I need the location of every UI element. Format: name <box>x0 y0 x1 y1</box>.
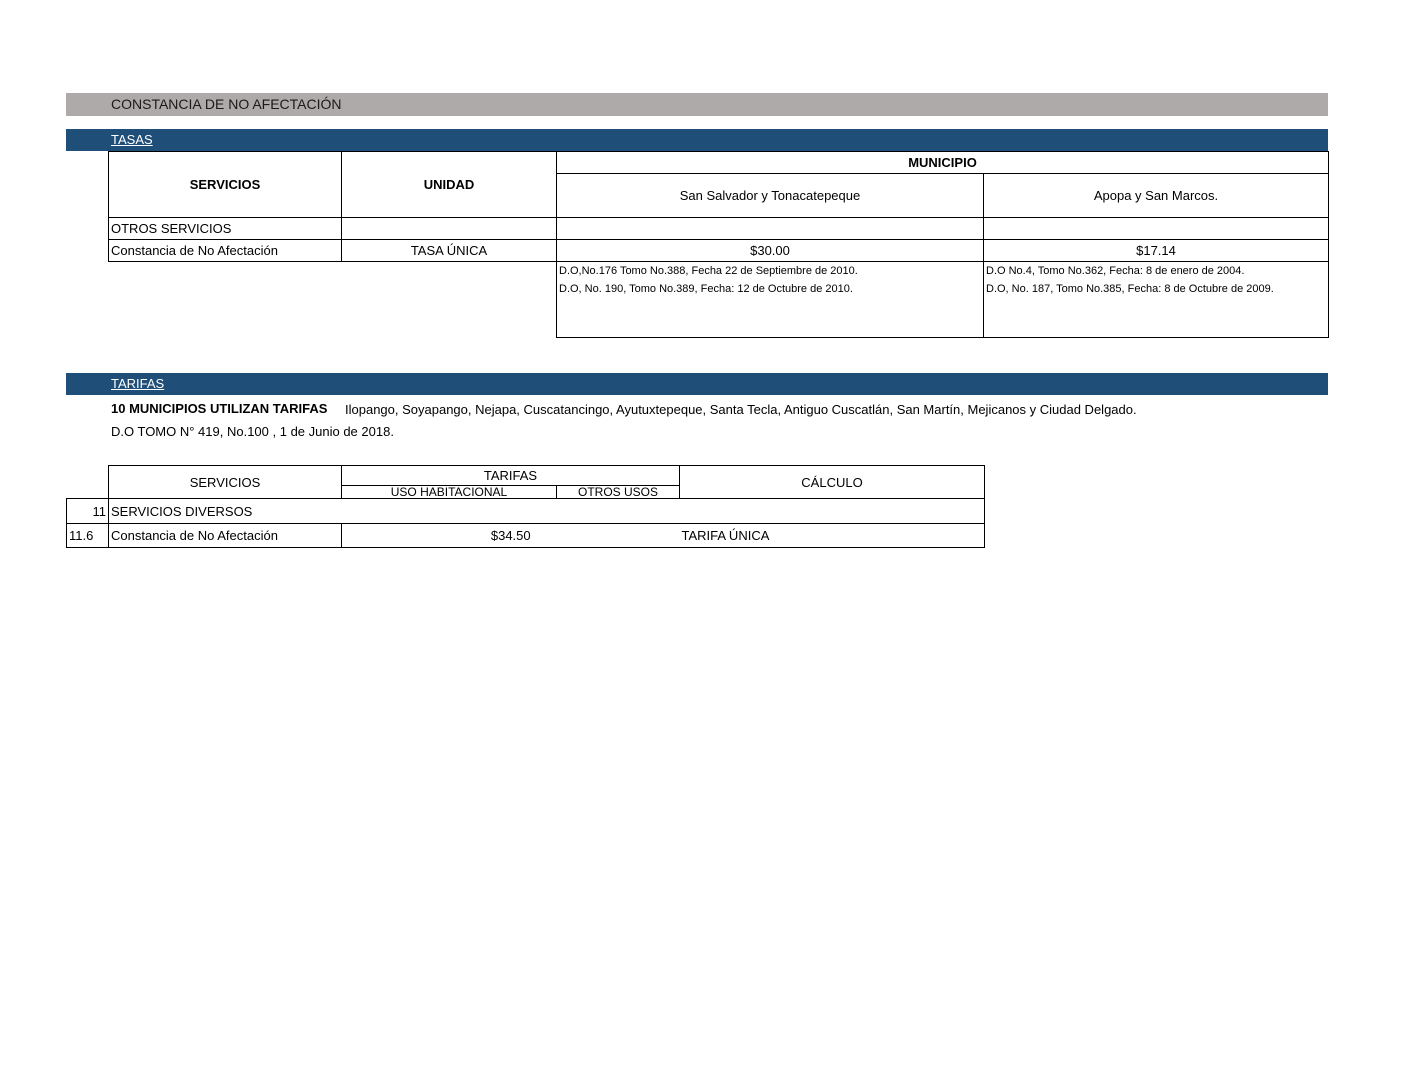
tarifas-row-1-number: 11 <box>67 499 109 524</box>
tarifas-municipios-title: 10 MUNICIPIOS UTILIZAN TARIFAS <box>111 401 328 416</box>
tasas-reference-1 <box>557 262 984 338</box>
tarifas-header-servicios: SERVICIOS <box>109 466 342 499</box>
tasas-cell-empty <box>557 218 984 240</box>
tarifas-municipios-list: Ilopango, Soyapango, Nejapa, Cuscatancingo, Ayutuxtepeque, Santa Tecla, Antiguo Cuscatlán, San Martín, Mejicanos y Ciudad Delgado. <box>345 402 1137 417</box>
tarifas-row-2-label: Constancia de No Afectación <box>109 524 342 548</box>
tasas-header-municipio: MUNICIPIO <box>557 152 1329 174</box>
page-title: CONSTANCIA DE NO AFECTACIÓN <box>111 96 342 112</box>
tarifas-header-uso-habitacional: USO HABITACIONAL <box>342 486 557 499</box>
tarifas-header-tarifas: TARIFAS <box>342 466 680 486</box>
tarifas-header-blank <box>67 466 109 486</box>
tasas-row-constancia: Constancia de No Afectación <box>109 240 342 262</box>
tasas-reference-1-line-1: D.O,No.176 Tomo No.388, Fecha 22 de Septiembre de 2010. <box>559 265 858 277</box>
tarifas-decreto: D.O TOMO N° 419, No.100 , 1 de Junio de 2018. <box>111 424 394 439</box>
tasas-cell-blank <box>342 262 557 338</box>
tarifas-header-calculo: CÁLCULO <box>680 466 985 499</box>
tarifas-row-2-calculo: TARIFA ÚNICA <box>680 524 985 548</box>
tasas-row-otros-servicios: OTROS SERVICIOS <box>109 218 342 240</box>
tasas-header-municipio-1: San Salvador y Tonacatepeque <box>557 174 984 218</box>
tasas-reference-2-line-1: D.O No.4, Tomo No.362, Fecha: 8 de enero de 2004. <box>986 265 1245 277</box>
tasas-reference-2-line-2: D.O, No. 187, Tomo No.385, Fecha: 8 de Octubre de 2009. <box>986 283 1274 295</box>
tasas-unidad-value: TASA ÚNICA <box>342 240 557 262</box>
title-bar <box>66 93 1328 116</box>
tasas-section-bar <box>66 129 1328 151</box>
tasas-table <box>108 151 1329 338</box>
tarifas-header-blank <box>67 486 109 499</box>
tarifas-section-label: TARIFAS <box>111 376 165 391</box>
tarifas-header-otros-usos: OTROS USOS <box>557 486 680 499</box>
tasas-header-municipio-2: Apopa y San Marcos. <box>984 174 1329 218</box>
tasas-cell-empty <box>342 218 557 240</box>
tasas-section-label: TASAS <box>111 132 153 147</box>
tarifas-row-2-price: $34.50 <box>342 524 680 548</box>
tasas-header-servicios: SERVICIOS <box>109 152 342 218</box>
tasas-cell-blank <box>109 262 342 338</box>
tarifas-section-bar <box>66 373 1328 395</box>
tarifas-table <box>66 465 985 548</box>
tasas-reference-1-line-2: D.O, No. 190, Tomo No.389, Fecha: 12 de Octubre de 2010. <box>559 283 853 295</box>
tarifas-row-2-number: 11.6 <box>67 524 109 548</box>
tasas-cell-empty <box>984 218 1329 240</box>
tasas-header-unidad: UNIDAD <box>342 152 557 218</box>
tasas-price-2: $17.14 <box>984 240 1329 262</box>
tasas-reference-2 <box>984 262 1329 338</box>
tarifas-row-1-label: SERVICIOS DIVERSOS <box>109 499 985 524</box>
tasas-price-1: $30.00 <box>557 240 984 262</box>
